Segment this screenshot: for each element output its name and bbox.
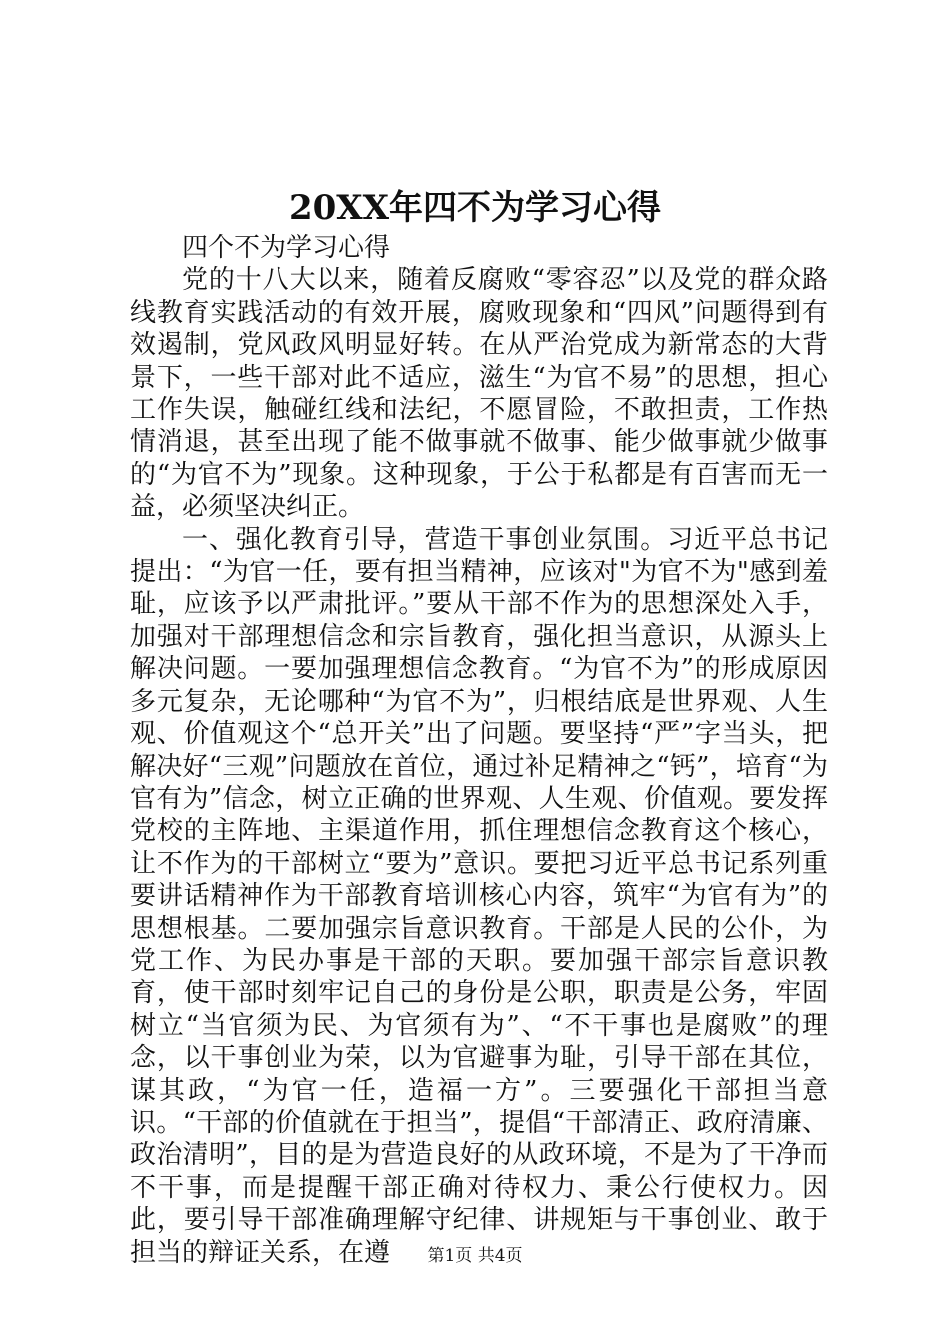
subtitle-paragraph: 四个不为学习心得 [182, 233, 391, 263]
section-one-paragraph: 一、强化教育引导，营造干事创业氛围。习近平总书记提出：“为官一任，要有担当精神，应该对"为官不为"感到羞耻，应该予以严肃批评。”要从干部不作为的思想深处入手，加强对干部理想信念和宗旨教育，强化担当意识，从源头上解决问题。一要加强理想信念教育。“为官不为”的形成原因多元复杂，无论哪种“为官不为”，归根结底是世界观、人生观、价值观这个“总开关”出了问题。要坚持“严”字当头，把解决好“三观”问题放在首位，通过补足精神之“钙”，培育“为官有为”信念，树立正确的世界观、人生观、价值观。要发挥党校的主阵地、主渠道作用，抓住理想信念教育这个核心，让不作为的干部树立“要为”意识。要把习近平总书记系列重要讲话精神作为干部教育培训核心内容，筑牢“为官有为”的思想根基。二要加强宗旨意识教育。干部是人民的公仆，为党工作、为民办事是干部的天职。要加强干部宗旨意识教育，使干部时刻牢记自己的身份是公职，职责是公务，牢固树立“当官须为民、为官须有为”、“不干事也是腐败”的理念，以干事创业为荣，以为官避事为耻，引导干部在其位，谋其政，“为官一任，造福一方”。三要强化干部担当意识。“干部的价值就在于担当”，提倡“干部清正、政府清廉、政治清明”，目的是为营造良好的从政环境，不是为了干净而不干事，而是提醒干部正确对待权力、秉公行使权力。因此，要引导干部准确理解守纪律、讲规矩与干事创业、敢于担当的辩证关系，在遵 [130, 524, 828, 1268]
intro-paragraph: 党的十八大以来，随着反腐败“零容忍”以及党的群众路线教育实践活动的有效开展，腐败现象和“四风”问题得到有效遏制，党风政风明显好转。在从严治党成为新常态的大背景下，一些干部对此不适应，滋生“为官不易”的思想，担心工作失误，触碰红线和法纪，不愿冒险，不敢担责，工作热情消退，甚至出现了能不做事就不做事、能少做事就少做事的“为官不为”现象。这种现象，于公于私都是有百害而无一益，必须坚决纠正。 [130, 265, 828, 523]
page-footer: 第1页 共4页 [427, 1246, 523, 1266]
document-body [130, 232, 828, 1269]
document-title: 20XX年四不为学习心得 [288, 188, 662, 228]
